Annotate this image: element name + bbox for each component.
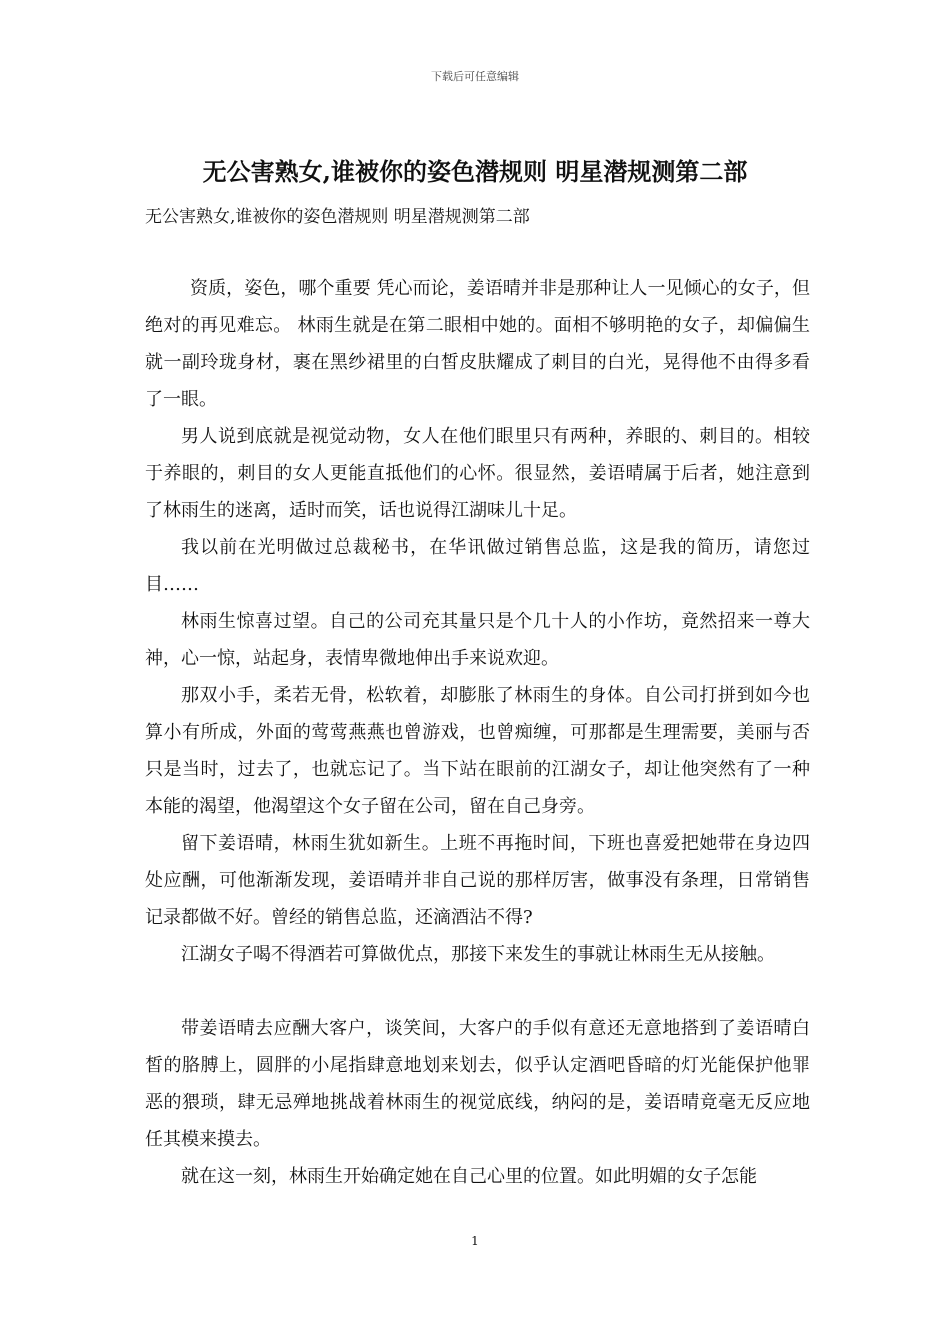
body-paragraph: 那双小手，柔若无骨，松软着，却膨胀了林雨生的身体。自公司打拼到如今也算小有所成，外面的莺莺燕燕也曾游戏，也曾痴缠，可那都是生理需要，美丽与否只是当时，过去了，也就忘记了。当下站在眼前的江湖女子，却让他突然有了一种本能的渴望，他渴望这个女子留在公司，留在自己身旁。 — [145, 685, 810, 817]
page-number: 1 — [471, 1234, 479, 1248]
document-subtitle: 无公害熟女,谁被你的姿色潜规则 明星潜规测第二部 — [145, 207, 530, 227]
document-body — [145, 270, 810, 1195]
body-paragraph: 男人说到底就是视觉动物，女人在他们眼里只有两种，养眼的、刺目的。相较于养眼的，刺目的女人更能直抵他们的心怀。很显然，姜语晴属于后者，她注意到了林雨生的迷离，适时而笑，话也说得江湖味儿十足。 — [145, 426, 810, 521]
body-paragraph: 林雨生惊喜过望。自己的公司充其量只是个几十人的小作坊，竟然招来一尊大神，心一惊，站起身，表情卑微地伸出手来说欢迎。 — [145, 611, 810, 669]
paragraph-spacer — [145, 973, 810, 1010]
body-paragraph: 就在这一刻，林雨生开始确定她在自己心里的位置。如此明媚的女子怎能 — [181, 1166, 757, 1187]
body-paragraph: 江湖女子喝不得酒若可算做优点，那接下来发生的事就让林雨生无从接触。 — [181, 944, 775, 965]
body-paragraph: 留下姜语晴，林雨生犹如新生。上班不再拖时间，下班也喜爱把她带在身边四处应酬，可他渐渐发现，姜语晴并非自己说的那样厉害，做事没有条理，日常销售记录都做不好。曾经的销售总监，还滴酒沾不得? — [145, 833, 810, 928]
body-paragraph: 资质，姿色，哪个重要 凭心而论，姜语晴并非是那种让人一见倾心的女子，但绝对的再见难忘。 林雨生就是在第二眼相中她的。面相不够明艳的女子，却偏偏生就一副玲珑身材，裹在黑纱裙里的白皙皮肤耀成了刺目的白光，晃得他不由得多看了一眼。 — [145, 278, 810, 410]
page-header-note: 下载后可任意编辑 — [431, 70, 519, 83]
body-paragraph: 带姜语晴去应酬大客户，谈笑间，大客户的手似有意还无意地搭到了姜语晴白皙的胳膊上，圆胖的小尾指肆意地划来划去，似乎认定酒吧昏暗的灯光能保护他罪恶的猥琐，肆无忌殚地挑战着林雨生的视觉底线，纳闷的是，姜语晴竟毫无反应地任其模来摸去。 — [145, 1018, 810, 1150]
body-paragraph: 我以前在光明做过总裁秘书，在华讯做过销售总监，这是我的简历，请您过目…… — [145, 537, 810, 595]
document-title: 无公害熟女,谁被你的姿色潜规则 明星潜规测第二部 — [202, 157, 748, 186]
